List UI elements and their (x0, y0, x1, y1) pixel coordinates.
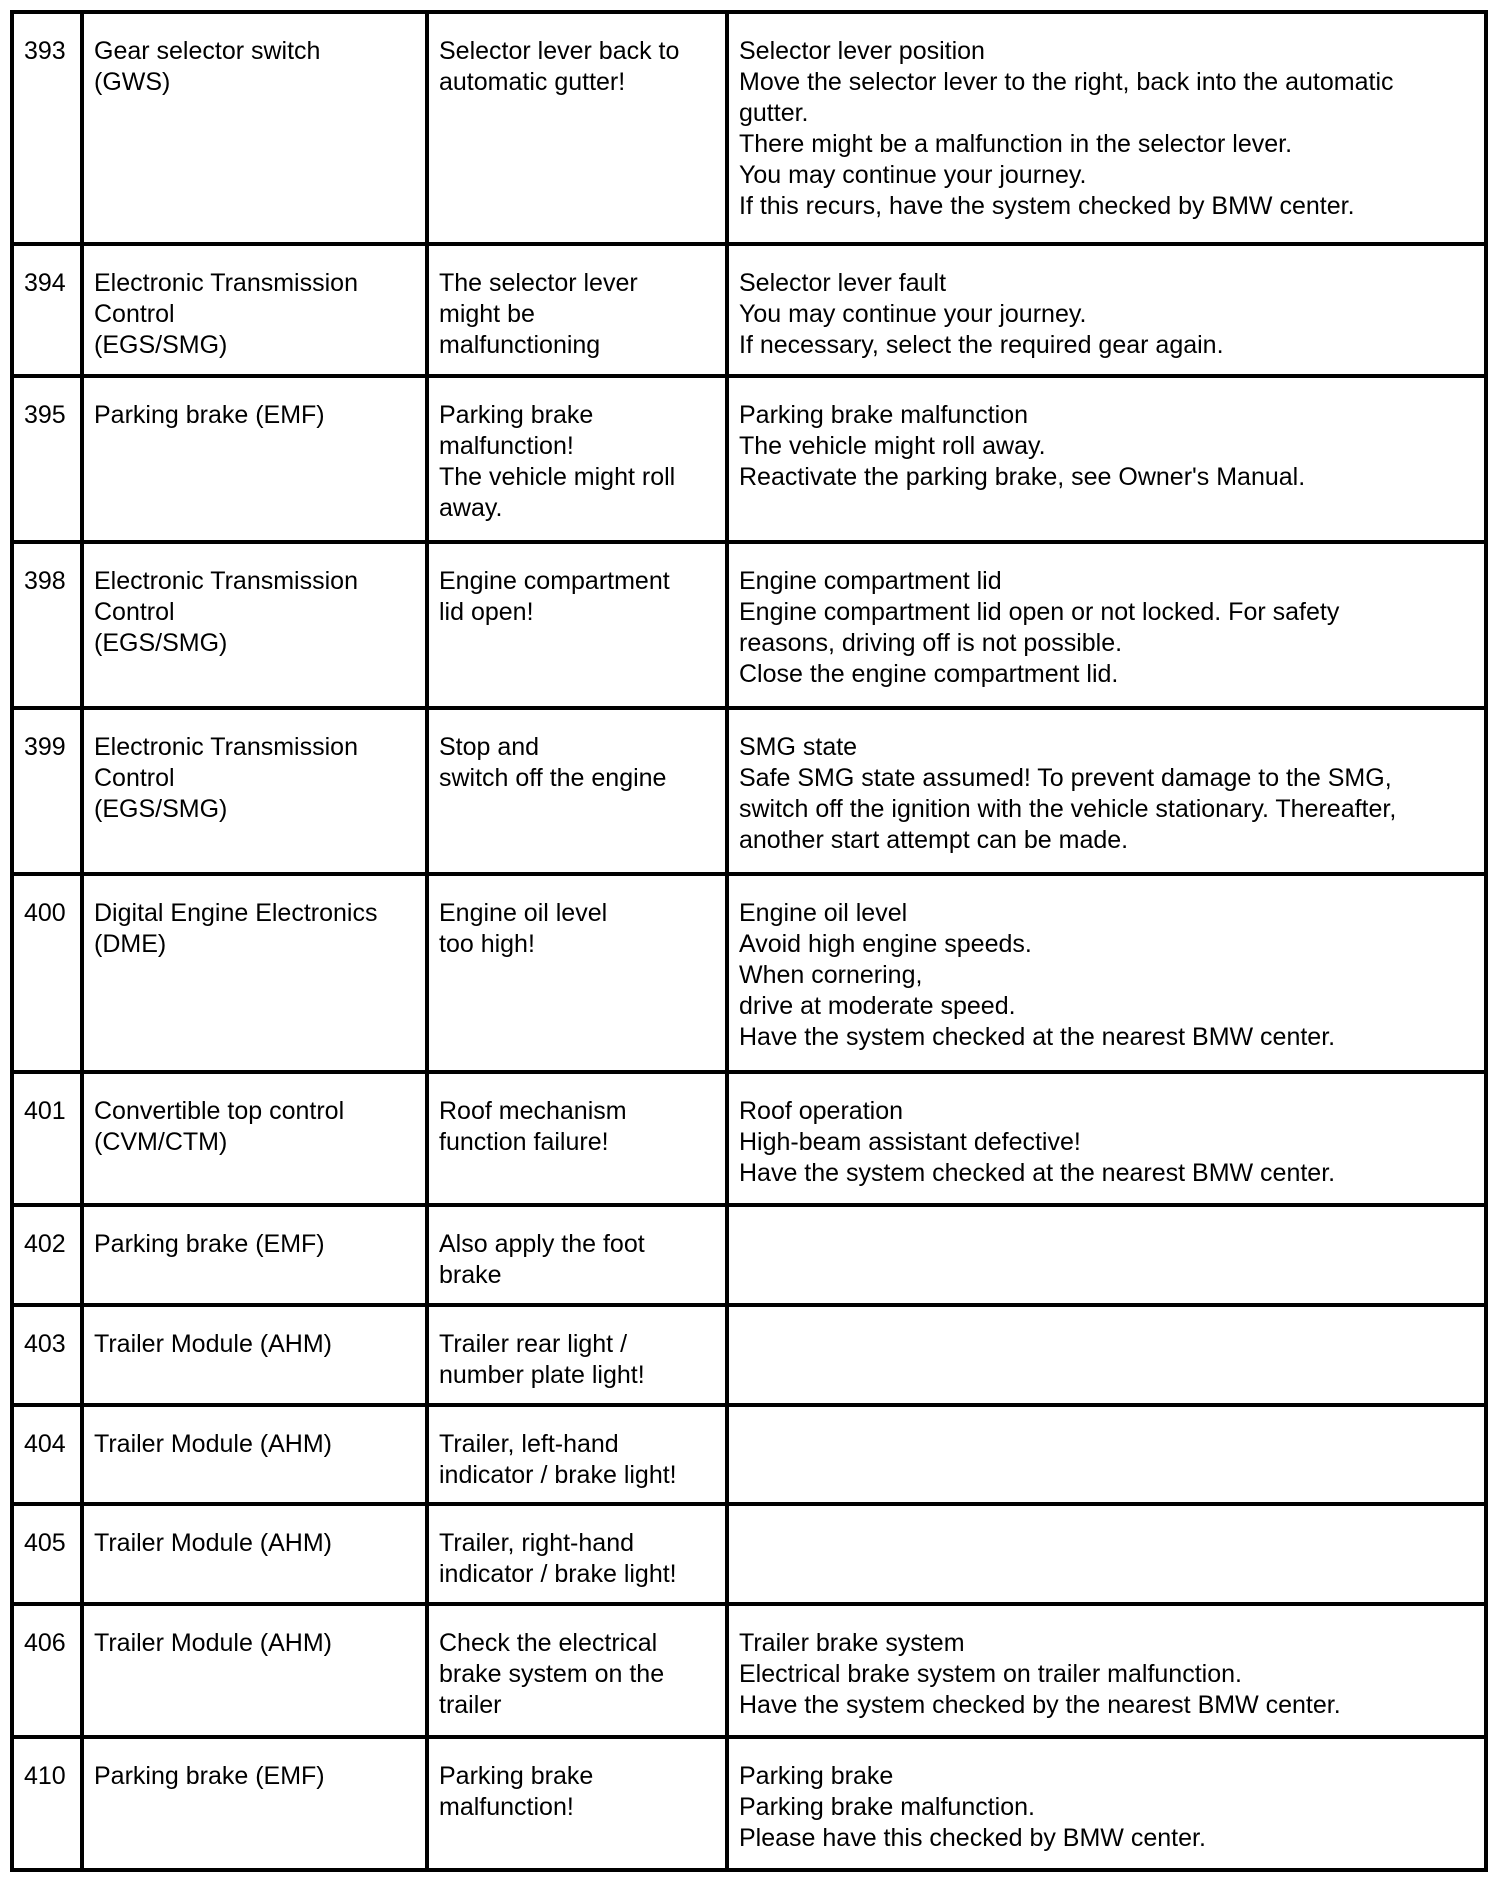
table-row (12, 874, 1486, 1073)
message-number: 398 (24, 567, 66, 596)
info-text-cell (727, 874, 1486, 1073)
info-text-line: Engine oil level (739, 898, 908, 927)
display-text-line: Check the electrical (439, 1629, 658, 1658)
display-text-line: number plate light! (439, 1360, 645, 1389)
info-text-line: High-beam assistant defective! (739, 1128, 1081, 1157)
info-text-cell (727, 376, 1486, 542)
message-number-cell (12, 874, 82, 1073)
info-text-line: Roof operation (739, 1097, 904, 1126)
check-control-message-table (10, 10, 1488, 1872)
message-number: 410 (24, 1762, 66, 1791)
control-unit-cell (82, 244, 427, 377)
display-text-cell (427, 1305, 727, 1405)
message-number: 393 (24, 37, 66, 65)
display-text-line: trailer (439, 1691, 502, 1720)
display-text-line: The vehicle might roll (439, 463, 676, 492)
display-text-cell (427, 1504, 727, 1604)
display-text-line: malfunction! (439, 432, 574, 461)
table-row (12, 376, 1486, 542)
info-text-cell (727, 1405, 1486, 1505)
control-unit-cell (82, 1305, 427, 1405)
info-text-cell (727, 12, 1486, 244)
message-number: 405 (24, 1529, 66, 1558)
info-text-line: The vehicle might roll away. (739, 432, 1046, 461)
control-unit-line: Gear selector switch (94, 37, 321, 65)
display-text-cell (427, 708, 727, 874)
display-text-line: Parking brake (439, 1762, 594, 1791)
info-text-line: Electrical brake system on trailer malfunction. (739, 1660, 1242, 1689)
display-text-line: Also apply the foot (439, 1229, 645, 1258)
control-unit-cell (82, 1604, 427, 1737)
control-unit-line: (EGS/SMG) (94, 330, 228, 359)
display-text-line: Engine compartment (439, 567, 670, 596)
message-number: 403 (24, 1329, 66, 1358)
info-text-line: Parking brake malfunction. (739, 1793, 1035, 1822)
message-number-cell (12, 542, 82, 708)
info-text-line: Selector lever fault (739, 268, 947, 297)
control-unit-line: Parking brake (EMF) (94, 401, 325, 430)
display-text-cell (427, 376, 727, 542)
table-row (12, 1405, 1486, 1505)
table-row (12, 1504, 1486, 1604)
control-unit-line: Parking brake (EMF) (94, 1762, 325, 1791)
info-text-line: drive at moderate speed. (739, 991, 1016, 1020)
display-text-line: Trailer, right-hand (439, 1529, 634, 1558)
control-unit-cell (82, 1072, 427, 1205)
control-unit-cell (82, 12, 427, 244)
control-unit-line: (DME) (94, 929, 167, 958)
message-number-cell (12, 12, 82, 244)
table-row (12, 1737, 1486, 1870)
message-number: 404 (24, 1429, 66, 1458)
display-text-line: malfunctioning (439, 330, 601, 359)
display-text-cell (427, 874, 727, 1073)
display-text-line: automatic gutter! (439, 68, 626, 96)
info-text-cell (727, 244, 1486, 377)
control-unit-line: Control (94, 598, 175, 627)
display-text-line: function failure! (439, 1128, 609, 1157)
message-number: 401 (24, 1097, 66, 1126)
info-text-cell (727, 1504, 1486, 1604)
table-row (12, 244, 1486, 377)
control-unit-line: Electronic Transmission (94, 732, 358, 761)
control-unit-line: Trailer Module (AHM) (94, 1429, 333, 1458)
table-row (12, 1604, 1486, 1737)
control-unit-line: (EGS/SMG) (94, 629, 228, 658)
info-text-line: switch off the ignition with the vehicle stationary. Thereafter, (739, 794, 1397, 823)
info-text-line: Close the engine compartment lid. (739, 660, 1119, 689)
message-number: 402 (24, 1229, 66, 1258)
message-number-cell (12, 376, 82, 542)
display-text-cell (427, 1737, 727, 1870)
display-text-cell (427, 542, 727, 708)
table-row (12, 1205, 1486, 1305)
control-unit-line: Trailer Module (AHM) (94, 1529, 333, 1558)
display-text-cell (427, 12, 727, 244)
control-unit-line: (CVM/CTM) (94, 1128, 228, 1157)
control-unit-cell (82, 1737, 427, 1870)
message-number: 399 (24, 732, 66, 761)
message-number-cell (12, 1604, 82, 1737)
info-text-line: gutter. (739, 99, 809, 127)
table-body (12, 12, 1486, 1870)
table-row (12, 12, 1486, 244)
control-unit-cell (82, 1405, 427, 1505)
info-text-line: Engine compartment lid (739, 567, 1002, 596)
control-unit-line: Control (94, 299, 175, 328)
info-text-line: Selector lever position (739, 37, 985, 65)
info-text-line: Reactivate the parking brake, see Owner's Manual. (739, 463, 1306, 492)
display-text-line: away. (439, 494, 503, 523)
message-number-cell (12, 1737, 82, 1870)
info-text-line: When cornering, (739, 960, 923, 989)
control-unit-line: Trailer Module (AHM) (94, 1329, 333, 1358)
display-text-line: Trailer rear light / (439, 1329, 628, 1358)
message-number-cell (12, 1072, 82, 1205)
display-text-line: indicator / brake light! (439, 1460, 677, 1489)
control-unit-cell (82, 376, 427, 542)
info-text-line: Safe SMG state assumed! To prevent damage to the SMG, (739, 763, 1392, 792)
info-text-line: Have the system checked at the nearest BMW center. (739, 1159, 1336, 1188)
message-number: 395 (24, 401, 66, 430)
control-unit-line: Electronic Transmission (94, 268, 358, 297)
display-text-line: switch off the engine (439, 763, 667, 792)
display-text-line: Selector lever back to (439, 37, 680, 65)
display-text-line: indicator / brake light! (439, 1560, 677, 1589)
info-text-line: If this recurs, have the system checked by BMW center. (739, 192, 1355, 220)
info-text-line: Have the system checked at the nearest BMW center. (739, 1022, 1336, 1051)
display-text-line: Stop and (439, 732, 540, 761)
display-text-line: might be (439, 299, 535, 328)
control-unit-cell (82, 874, 427, 1073)
control-unit-cell (82, 1504, 427, 1604)
info-text-line: Parking brake malfunction (739, 401, 1029, 430)
message-number-cell (12, 708, 82, 874)
control-unit-line: (EGS/SMG) (94, 794, 228, 823)
control-unit-line: Parking brake (EMF) (94, 1229, 325, 1258)
info-text-line: If necessary, select the required gear again. (739, 330, 1224, 359)
display-text-line: Trailer, left-hand (439, 1429, 619, 1458)
display-text-cell (427, 1604, 727, 1737)
display-text-line: malfunction! (439, 1793, 574, 1822)
control-unit-cell (82, 1205, 427, 1305)
control-unit-line: Control (94, 763, 175, 792)
info-text-line: Please have this checked by BMW center. (739, 1824, 1206, 1853)
display-text-line: lid open! (439, 598, 534, 627)
control-unit-cell (82, 542, 427, 708)
info-text-cell (727, 1305, 1486, 1405)
info-text-line: SMG state (739, 732, 858, 761)
info-text-line: Have the system checked by the nearest BMW center. (739, 1691, 1341, 1720)
display-text-line: Parking brake (439, 401, 594, 430)
info-text-cell (727, 1205, 1486, 1305)
display-text-cell (427, 244, 727, 377)
message-number-cell (12, 1405, 82, 1505)
info-text-cell (727, 542, 1486, 708)
control-unit-line: (GWS) (94, 68, 171, 96)
message-number-cell (12, 1205, 82, 1305)
message-number-cell (12, 244, 82, 377)
display-text-line: Engine oil level (439, 898, 608, 927)
info-text-line: Trailer brake system (739, 1629, 965, 1658)
display-text-line: too high! (439, 929, 535, 958)
control-unit-line: Electronic Transmission (94, 567, 358, 596)
control-unit-line: Trailer Module (AHM) (94, 1629, 333, 1658)
info-text-line: reasons, driving off is not possible. (739, 629, 1123, 658)
info-text-line: another start attempt can be made. (739, 825, 1129, 854)
display-text-cell (427, 1072, 727, 1205)
info-text-cell (727, 1737, 1486, 1870)
display-text-cell (427, 1405, 727, 1505)
message-number: 394 (24, 268, 66, 297)
table-row (12, 542, 1486, 708)
control-unit-cell (82, 708, 427, 874)
message-number-cell (12, 1504, 82, 1604)
display-text-line: brake (439, 1260, 502, 1289)
control-unit-line: Convertible top control (94, 1097, 345, 1126)
document-page (10, 10, 1488, 1872)
display-text-line: brake system on the (439, 1660, 665, 1689)
display-text-line: The selector lever (439, 268, 638, 297)
info-text-line: Parking brake (739, 1762, 894, 1791)
info-text-line: Move the selector lever to the right, back into the automatic (739, 68, 1394, 96)
display-text-line: Roof mechanism (439, 1097, 627, 1126)
message-number: 400 (24, 898, 66, 927)
table-row (12, 708, 1486, 874)
table-row (12, 1305, 1486, 1405)
info-text-line: Engine compartment lid open or not locked. For safety (739, 598, 1340, 627)
info-text-line: You may continue your journey. (739, 299, 1087, 328)
info-text-cell (727, 1604, 1486, 1737)
info-text-line: There might be a malfunction in the selector lever. (739, 130, 1293, 158)
message-number: 406 (24, 1629, 66, 1658)
info-text-line: Avoid high engine speeds. (739, 929, 1032, 958)
info-text-cell (727, 1072, 1486, 1205)
info-text-line: You may continue your journey. (739, 161, 1087, 189)
display-text-cell (427, 1205, 727, 1305)
info-text-cell (727, 708, 1486, 874)
message-number-cell (12, 1305, 82, 1405)
control-unit-line: Digital Engine Electronics (94, 898, 378, 927)
table-row (12, 1072, 1486, 1205)
